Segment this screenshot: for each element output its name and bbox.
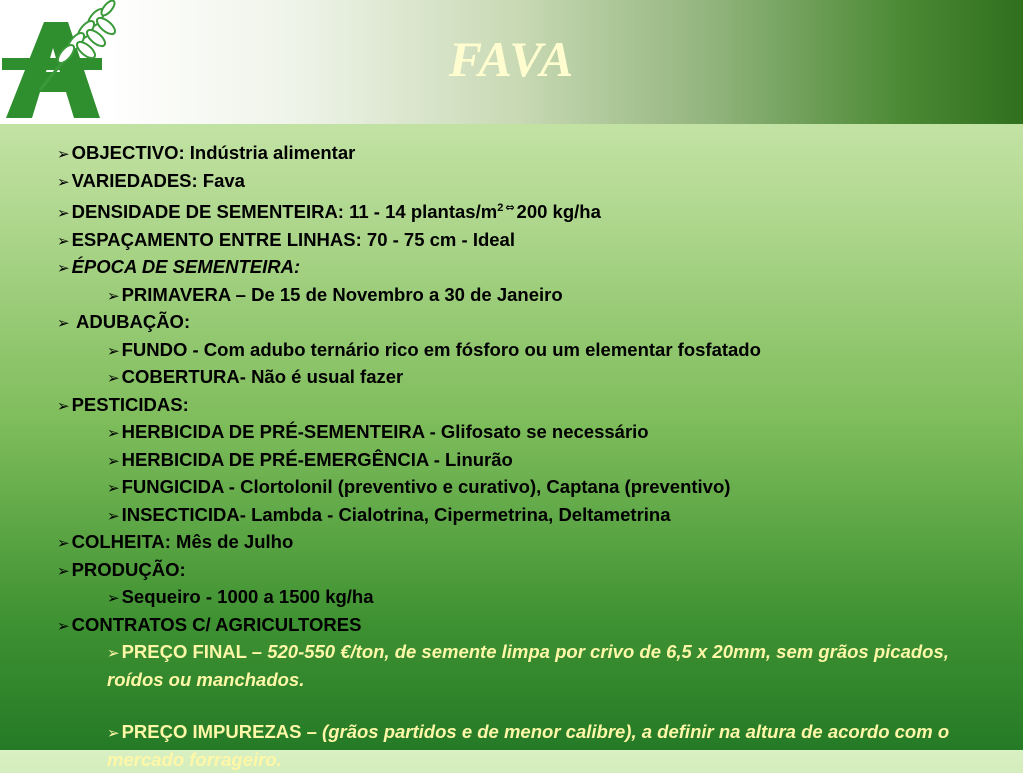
sub-list-item: ➢ HERBICIDA DE PRÉ-EMERGÊNCIA - Linurão [107, 448, 513, 470]
sub-list-item: ➢ COBERTURA- Não é usual fazer [107, 366, 404, 388]
list-item: ➢ DENSIDADE DE SEMENTEIRA: 11 - 14 plantas/$m^2$ ⇔ 200 kg/ha [57, 201, 601, 223]
arrow-bullet-icon: ➢ [107, 479, 120, 498]
slide-title: FAVA [448, 31, 575, 87]
sub-list-item: ➢ INSECTICIDA- Lambda - Cialotrina, Cipermetrina, Deltametrina [107, 503, 671, 525]
list-item: ➢ VARIEDADES: Fava [57, 169, 245, 191]
arrow-bullet-icon: ➢ [57, 259, 70, 278]
arrow-bullet-icon: ➢ [57, 314, 70, 333]
arrow-bullet-icon: ➢ [107, 341, 120, 360]
sub-list-item: ➢ PREÇO IMPUREZAS – (grãos partidos e de menor calibre), a definir na altura de acordo com o mercado forrageiro. [107, 721, 950, 770]
sub-list-item: ➢ FUNDO - Com adubo ternário rico em fósforo ou um elementar fosfatado [107, 338, 761, 360]
arrow-bullet-icon: ➢ [57, 561, 70, 580]
arrow-bullet-icon: ➢ [57, 396, 70, 415]
arrow-bullet-icon: ➢ [107, 589, 120, 608]
arrow-bullet-icon: ➢ [57, 204, 70, 223]
arrow-bullet-icon: ➢ [57, 172, 70, 191]
sub-list-item: ➢ PRIMAVERA – De 15 de Novembro a 30 de Janeiro [107, 283, 563, 305]
list-item: ➢ ÉPOCA DE SEMENTEIRA: [57, 256, 301, 278]
arrow-bullet-icon: ➢ [57, 231, 70, 250]
arrow-bullet-icon: ➢ [57, 534, 70, 553]
sub-list-item: ➢ PREÇO FINAL – 520-550 €/ton, de semente limpa por crivo de 6,5 x 20mm, sem grãos picados, roídos ou manchados. [107, 641, 949, 690]
arrow-bullet-icon: ➢ [107, 644, 120, 663]
arrow-bullet-icon: ➢ [107, 506, 120, 525]
arrow-bullet-icon: ➢ [57, 145, 70, 163]
arrow-bullet-icon: ➢ [107, 451, 120, 470]
arrow-bullet-icon: ➢ [107, 286, 120, 305]
list-item: ➢ ADUBAÇÃO: [57, 311, 191, 333]
arrow-bullet-icon: ➢ [57, 616, 70, 635]
list-item: ➢ ESPAÇAMENTO ENTRE LINHAS: 70 - 75 cm - Ideal [57, 228, 515, 250]
list-item: ➢ COLHEITA: Mês de Julho [57, 531, 294, 553]
list-item: ➢ CONTRATOS C/ AGRICULTORES [57, 613, 362, 635]
sub-list-item: ➢ HERBICIDA DE PRÉ-SEMENTEIRA - Glifosato se necessário [107, 421, 649, 443]
spacer [57, 693, 997, 719]
arrow-bullet-icon: ➢ [107, 724, 120, 743]
sub-list-item: ➢ Sequeiro - 1000 a 1500 kg/ha [107, 586, 374, 608]
double-arrow-icon: ⇔ [505, 201, 515, 214]
slide-content [57, 140, 997, 773]
sub-list-item: ➢ FUNGICIDA - Clortolonil (preventivo e curativo), Captana (preventivo) [107, 476, 731, 498]
list-item: ➢ PESTICIDAS: [57, 393, 189, 415]
list-item: ➢ PRODUÇÃO: [57, 558, 186, 580]
slide-header [0, 0, 1023, 124]
list-item: ➢ OBJECTIVO: Indústria alimentar [57, 142, 356, 163]
arrow-bullet-icon: ➢ [107, 424, 120, 443]
arrow-bullet-icon: ➢ [107, 369, 120, 388]
